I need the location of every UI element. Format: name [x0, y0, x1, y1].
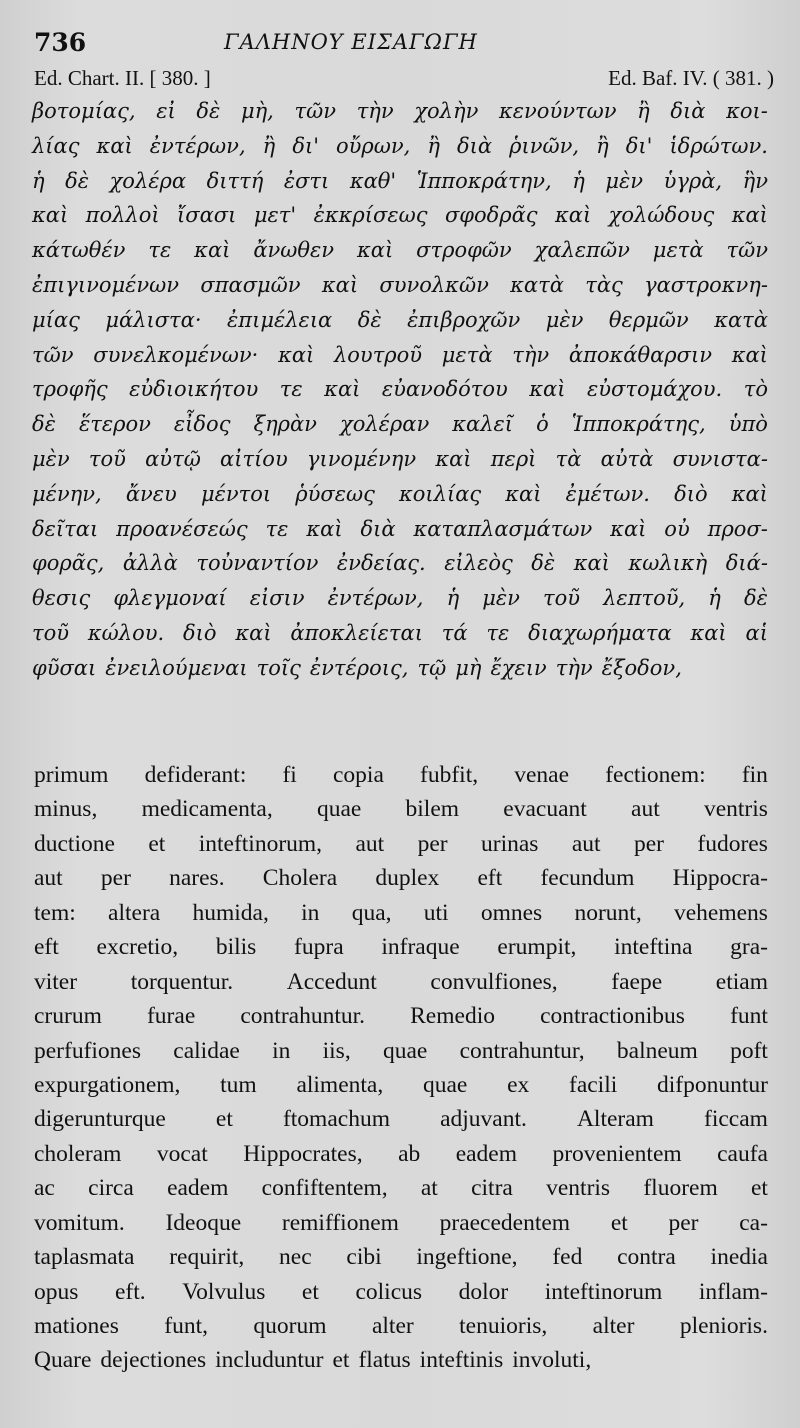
page-header [34, 28, 774, 64]
latin-text-line: viter torquentur. Accedunt convulfiones, faepe etiam [34, 968, 768, 995]
greek-text-line: ἐπιγινομένων σπασμῶν καὶ συνολκῶν κατὰ τὰς γαστροκνη- [32, 272, 768, 297]
latin-text-line: Quare dejectiones includuntur et flatus inteftinis involuti, [34, 1347, 592, 1374]
greek-text-line: κάτωθέν τε καὶ ἄνωθεν καὶ στροφῶν χαλεπῶν μετὰ τῶν [32, 238, 768, 263]
latin-text-line: crurum furae contrahuntur. Remedio contractionibus funt [34, 1003, 768, 1030]
greek-text-block [32, 94, 768, 686]
latin-text-line: eft excretio, bilis fupra infraque erumpit, inteftina gra- [34, 934, 768, 961]
latin-text-line: primum defiderant: fi copia fubfit, venae fectionem: fin [34, 762, 768, 788]
page-number: 736 [34, 28, 87, 57]
latin-text-line: expurgationem, tum alimenta, quae ex facili difponuntur [34, 1071, 768, 1098]
greek-text-line: φῦσαι ἐνειλούμεναι τοῖς ἐντέροις, τῷ μὴ ἔχειν τὴν ἔξοδον, [32, 655, 682, 680]
latin-text-line: opus eft. Volvulus et colicus dolor inteftinorum inflam- [34, 1278, 768, 1305]
latin-text-line: minus, medicamenta, quae bilem evacuant aut ventris [34, 796, 768, 823]
latin-text-line: aut per nares. Cholera duplex eft fecundum Hippocra- [34, 865, 768, 892]
edition-reference-chart: Ed. Chart. II. [ 380. ] [34, 66, 211, 90]
greek-text-line: μένην, ἄνευ μέντοι ῥύσεως κοιλίας καὶ ἐμέτων. διὸ καὶ [32, 481, 768, 506]
edition-reference-basel: Ed. Baf. IV. ( 381. ) [608, 66, 774, 90]
running-title: ΓΑΛΗΝΟΥ ΕΙΣΑΓΩΓΗ [224, 30, 478, 54]
latin-text-line: ac circa eadem confiftentem, at citra ventris fluorem et [34, 1175, 768, 1202]
latin-text-line: choleram vocat Hippocrates, ab eadem provenientem caufa [34, 1140, 768, 1167]
latin-text-block [34, 758, 768, 1378]
greek-text-line: θεσις φλεγμοναί εἰσιν ἐντέρων, ἡ μὲν τοῦ λεπτοῦ, ἡ δὲ [32, 586, 768, 611]
latin-text-line: perfufiones calidae in iis, quae contrahuntur, balneum poft [34, 1037, 768, 1064]
latin-text-line: vomitum. Ideoque remiffionem praecedentem et per ca- [34, 1209, 768, 1236]
greek-text-line: βοτομίας, εἰ δὲ μὴ, τῶν τὴν χολὴν κενούντων ἢ διὰ κοι- [32, 99, 768, 123]
latin-text-line: tem: altera humida, in qua, uti omnes norunt, vehemens [34, 899, 768, 926]
greek-text-line: μὲν τοῦ αὐτῷ αἰτίου γινομένην καὶ περὶ τὰ αὐτὰ συνιστα- [32, 446, 768, 471]
greek-text-line: δὲ ἕτερον εἶδος ξηρὰν χολέραν καλεῖ ὁ Ἱπποκράτης, ὑπὸ [32, 412, 768, 437]
greek-text-line: τῶν συνελκομένων· καὶ λουτροῦ μετὰ τὴν ἀποκάθαρσιν καὶ [32, 342, 768, 367]
greek-text-line: καὶ πολλοὶ ἴσασι μετ' ἐκκρίσεως σφοδρᾶς καὶ χολώδους καὶ [32, 203, 768, 228]
latin-text-line: ductione et inteftinorum, aut per urinas aut per fudores [34, 830, 768, 857]
greek-text-line: δεῖται προανέσεώς τε καὶ διὰ καταπλασμάτων καὶ οὐ προσ- [32, 516, 768, 541]
greek-text-line: φορᾶς, ἀλλὰ τοὐναντίον ἐνδείας. εἰλεὸς δὲ καὶ κωλικὴ διά- [32, 551, 768, 576]
greek-text-line: λίας καὶ ἐντέρων, ἢ δι' οὔρων, ἢ διὰ ῥινῶν, ἢ δι' ἱδρώτων. [32, 133, 768, 158]
greek-text-line: ἡ δὲ χολέρα διττή ἐστι καθ' Ἱπποκράτην, ἡ μὲν ὑγρὰ, ἣν [32, 168, 768, 193]
latin-text-line: taplasmata requirit, nec cibi ingeftione, fed contra inedia [34, 1244, 768, 1271]
latin-text-line: mationes funt, quorum alter tenuioris, alter plenioris. [34, 1313, 768, 1339]
greek-text-line: τροφῆς εὐδιοικήτου τε καὶ εὐανοδότου καὶ εὐστομάχου. τὸ [32, 377, 768, 402]
greek-text-line: τοῦ κώλου. διὸ καὶ ἀποκλείεται τά τε διαχωρήματα καὶ αἱ [32, 620, 768, 645]
latin-text-line: digerunturque et ftomachum adjuvant. Alteram ficcam [34, 1106, 768, 1133]
greek-text-line: μίας μάλιστα· ἐπιμέλεια δὲ ἐπιβροχῶν μὲν θερμῶν κατὰ [32, 307, 768, 332]
edition-references [34, 66, 774, 94]
